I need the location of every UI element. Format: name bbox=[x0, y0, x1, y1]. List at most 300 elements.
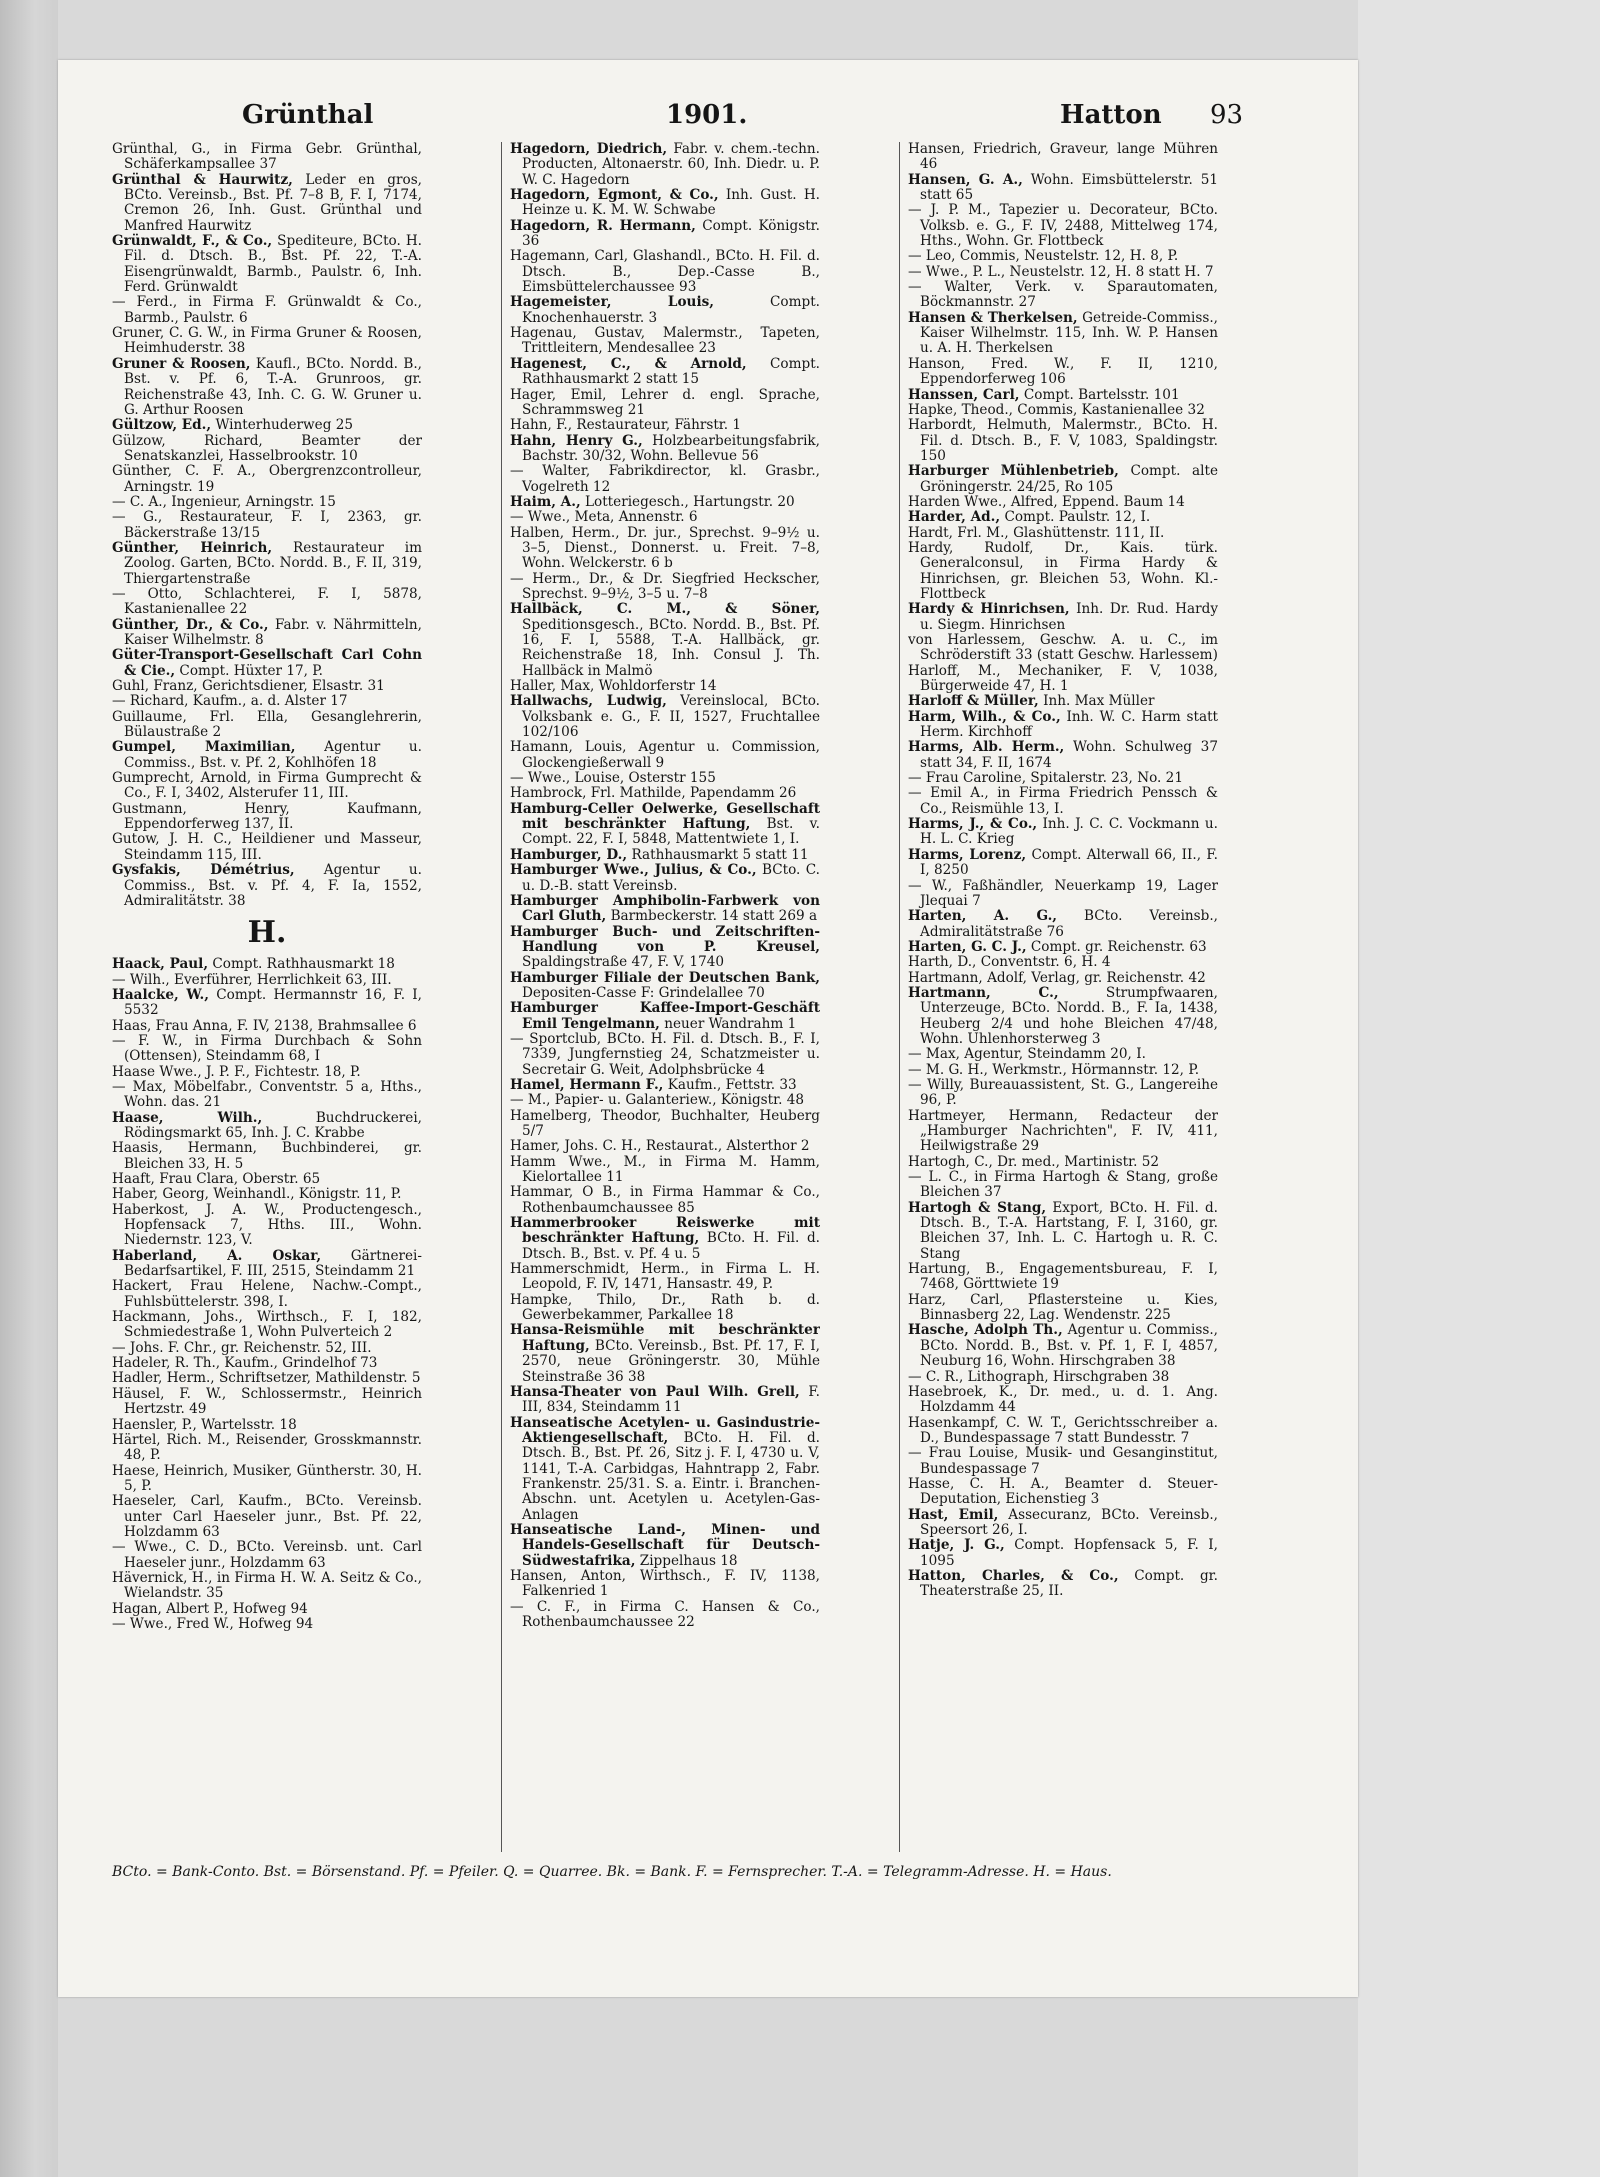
entry-text: Haas, Frau Anna, F. IV, 2138, Brahmsallee 6 bbox=[112, 1017, 417, 1034]
directory-entry bbox=[908, 280, 1218, 311]
entry-text: Compt. Rathhausmarkt 2 statt 15 bbox=[522, 355, 820, 388]
directory-entry bbox=[112, 434, 422, 465]
directory-entry bbox=[112, 1602, 422, 1617]
entry-name: Hamburger Amphibolin-Farbwerk von Carl Gluth, bbox=[510, 892, 820, 925]
directory-entry bbox=[510, 1078, 820, 1093]
entry-text: — C. A., Ingenieur, Arningstr. 15 bbox=[112, 493, 336, 510]
directory-entry bbox=[510, 1416, 820, 1523]
entry-name: Gysfakis, Démétrius, bbox=[112, 862, 295, 879]
directory-column-2 bbox=[510, 142, 820, 1852]
entry-text: Halben, Herm., Dr. jur., Sprechst. 9–9½ u. 3–5, Dienst., Donnerst. u. Freit. 7–8, Wohn. Welckerstr. 6 b bbox=[510, 524, 820, 572]
entry-text: Hasebroek, K., Dr. med., u. d. 1. Ang. Holzdamm 44 bbox=[908, 1383, 1218, 1416]
directory-entry bbox=[510, 1523, 820, 1569]
entry-text: Barmbeckerstr. 14 statt 269 a bbox=[606, 908, 818, 925]
entry-text: Grünthal, G., in Firma Gebr. Grünthal, Schäferkampsallee 37 bbox=[112, 142, 422, 173]
entry-text: Getreide-Commiss., Kaiser Wilhelmstr. 115, Inh. W. P. Hansen u. A. H. Therkelsen bbox=[920, 309, 1218, 357]
directory-entry bbox=[908, 1385, 1218, 1416]
entry-text: Hammerschmidt, Herm., in Firma L. H. Leopold, F. IV, 1471, Hansastr. 49, P. bbox=[510, 1261, 820, 1293]
directory-entry bbox=[112, 1571, 422, 1602]
directory-entry bbox=[908, 710, 1218, 741]
page-header bbox=[130, 100, 1250, 140]
entry-text: Fabr. v. chem.-techn. Producten, Altonaerstr. 60, Inh. Diedr. u. P. W. C. Hagedorn bbox=[522, 142, 820, 188]
directory-entry bbox=[908, 357, 1218, 388]
directory-entry bbox=[908, 265, 1218, 280]
entry-text: — C. F., in Firma C. Hansen & Co., Rothenbaumchaussee 22 bbox=[510, 1598, 820, 1630]
entry-text: Gumprecht, Arnold, in Firma Gumprecht & Co., F. I, 3402, Alsterufer 11, III. bbox=[112, 770, 422, 802]
entry-text: Inh. Dr. Rud. Hardy u. Siegm. Hinrichsen bbox=[920, 601, 1218, 633]
entry-text: Lotteriegesch., Hartungstr. 20 bbox=[580, 493, 795, 510]
entry-text: Inh. Max Müller bbox=[1038, 693, 1155, 710]
entry-text: Strumpfwaaren, Unterzeuge, BCto. Nordd. B., F. Ia, 1438, Heuberg 2/4 und hohe Bleichen 47/48, Wohn. Uhlenhorsterweg 3 bbox=[920, 984, 1218, 1047]
entry-text: Hasse, C. H. A., Beamter d. Steuer-Deputation, Eichenstieg 3 bbox=[908, 1475, 1218, 1508]
directory-entry bbox=[112, 832, 422, 863]
entry-text: Hackmann, Johs., Wirthsch., F. I, 182, Schmiedestraße 1, Wohn Pulverteich 2 bbox=[112, 1309, 422, 1341]
directory-entry bbox=[908, 526, 1218, 541]
entry-text: Hartmeyer, Hermann, Redacteur der „Hamburger Nachrichten", F. IV, 411, Heilwigstraße 29 bbox=[908, 1107, 1218, 1155]
header-right-word: Hatton bbox=[1060, 100, 1162, 130]
directory-entry bbox=[510, 188, 820, 219]
directory-entry bbox=[112, 1433, 422, 1464]
directory-entry bbox=[510, 1032, 820, 1078]
entry-text: neuer Wandrahm 1 bbox=[659, 1015, 797, 1032]
directory-entry bbox=[510, 925, 820, 971]
entry-text: Hävernick, H., in Firma H. W. A. Seitz & Co., Wielandstr. 35 bbox=[112, 1569, 422, 1602]
directory-entry bbox=[112, 1065, 422, 1080]
directory-entry bbox=[510, 1155, 820, 1186]
directory-entry bbox=[112, 710, 422, 741]
entry-text: — Sportclub, BCto. H. Fil. d. Dtsch. B., F. I, 7339, Jungfernstieg 24, Schatzmeister u. Secretair G. Weit, Adolphsbrücke 4 bbox=[510, 1030, 820, 1078]
entry-text: — Willy, Bureauassistent, St. G., Langereihe 96, P. bbox=[908, 1076, 1218, 1109]
entry-name: Hagedorn, Egmont, & Co., bbox=[510, 187, 719, 204]
entry-name: Hanssen, Carl, bbox=[908, 386, 1020, 403]
entry-text: Hagenau, Gustav, Malermstr., Tapeten, Trittleitern, Mendesallee 23 bbox=[510, 325, 820, 357]
entry-name: Gumpel, Maximilian, bbox=[112, 739, 296, 756]
directory-entry bbox=[112, 679, 422, 694]
entry-text: Hapke, Theod., Commis, Kastanienallee 32 bbox=[908, 401, 1205, 418]
directory-entry bbox=[112, 1279, 422, 1310]
entry-text: Compt. Hermannstr 16, F. I, 5532 bbox=[124, 986, 422, 1019]
entry-text: Bst. v. Compt. 22, F. I, 5848, Mattentwiete 1, I. bbox=[522, 816, 820, 848]
entry-text: Export, BCto. H. Fil. d. Dtsch. B., T.-A. Hartstang, F. I, 3160, gr. Bleichen 37, Inh. L. C. Hartogh u. R. C. Stang bbox=[920, 1199, 1218, 1262]
entry-name: Gruner & Roosen, bbox=[112, 355, 251, 372]
entry-name: Haalcke, W., bbox=[112, 986, 209, 1003]
directory-entry bbox=[908, 203, 1218, 249]
directory-entry bbox=[510, 971, 820, 1002]
entry-text: Gruner, C. G. W., in Firma Gruner & Roosen, Heimhuderstr. 38 bbox=[112, 325, 422, 357]
entry-text: Speditionsgesch., BCto. Nordd. B., Bst. Pf. 16, F. I, 5588, T.-A. Hallbäck, gr. Reichenstraße 18, Inh. Consul J. Th. Hallbäck in Malmö bbox=[522, 616, 820, 679]
directory-entry bbox=[112, 802, 422, 833]
entry-text: Rathhausmarkt 5 statt 11 bbox=[627, 846, 809, 863]
directory-entry bbox=[112, 1540, 422, 1571]
directory-entry bbox=[112, 1187, 422, 1202]
entry-name: Hamburger Wwe., Julius, & Co., bbox=[510, 862, 757, 879]
entry-text: Härtel, Rich. M., Reisender, Grosskmannstr. 48, P. bbox=[112, 1431, 422, 1464]
entry-name: Grünwaldt, F., & Co., bbox=[112, 233, 273, 250]
entry-text: Harth, D., Conventstr. 6, H. 4 bbox=[908, 954, 1111, 971]
entry-text: Haber, Georg, Weinhandl., Königstr. 11, P. bbox=[112, 1186, 402, 1203]
entry-text: Hahn, F., Restaurateur, Fährstr. 1 bbox=[510, 417, 742, 434]
entry-text: Compt. Rathhausmarkt 18 bbox=[208, 956, 395, 973]
directory-entry bbox=[510, 1139, 820, 1154]
directory-entry bbox=[112, 295, 422, 326]
entry-text: Hackert, Frau Helene, Nachw.-Compt., Fuhlsbüttelerstr. 398, I. bbox=[112, 1278, 422, 1310]
entry-text: Hasenkampf, C. W. T., Gerichtsschreiber a. D., Bundespassage 7 statt Bundesstr. 7 bbox=[908, 1414, 1218, 1446]
entry-text: Hanson, Fred. W., F. II, 1210, Eppendorferweg 106 bbox=[908, 355, 1218, 388]
entry-text: Wohn. Eimsbüttelerstr. 51 statt 65 bbox=[920, 171, 1218, 204]
directory-entry bbox=[112, 1111, 422, 1142]
directory-entry bbox=[908, 1477, 1218, 1508]
entry-text: Kaufl., BCto. Nordd. B., Bst. v. Pf. 6, T.-A. Grunroos, gr. Reichenstraße 43, Inh. C. G. W. Gruner u. G. Arthur Roosen bbox=[124, 355, 422, 418]
entry-text: Zippelhaus 18 bbox=[635, 1552, 738, 1569]
entry-name: Hartmann, C., bbox=[908, 984, 1059, 1001]
entry-text: — Wilh., Everführer, Herrlichkeit 63, III. bbox=[112, 971, 392, 988]
entry-text: Haaft, Frau Clara, Oberstr. 65 bbox=[112, 1171, 321, 1187]
entry-name: Hagenest, C., & Arnold, bbox=[510, 355, 747, 372]
directory-entry bbox=[908, 1508, 1218, 1539]
entry-text: Haasis, Hermann, Buchbinderei, gr. Bleichen 33, H. 5 bbox=[112, 1140, 422, 1172]
directory-entry bbox=[510, 526, 820, 572]
entry-text: Restaurateur im Zoolog. Garten, BCto. Nordd. B., F. II, 319, Thiergartenstraße bbox=[124, 539, 422, 587]
entry-name: Hagedorn, Diedrich, bbox=[510, 142, 668, 157]
directory-entry bbox=[112, 1203, 422, 1249]
directory-entry bbox=[510, 295, 820, 326]
directory-entry bbox=[908, 940, 1218, 955]
directory-entry bbox=[510, 418, 820, 433]
directory-entry bbox=[112, 1617, 422, 1632]
entry-text: Holzbearbeitungsfabrik, Bachstr. 30/32, Wohn. Bellevue 56 bbox=[522, 432, 820, 464]
entry-name: Günther, Dr., & Co., bbox=[112, 616, 269, 633]
directory-entry bbox=[510, 1185, 820, 1216]
directory-entry bbox=[510, 388, 820, 419]
entry-text: Compt. Königstr. 36 bbox=[522, 217, 820, 250]
entry-text: Hager, Emil, Lehrer d. engl. Sprache, Schrammsweg 21 bbox=[510, 386, 820, 418]
entry-text: Depositen-Casse F: Grindelallee 70 bbox=[522, 984, 765, 1001]
entry-name: Hansen, G. A., bbox=[908, 171, 1023, 188]
directory-entry bbox=[510, 848, 820, 863]
directory-entry bbox=[908, 1078, 1218, 1109]
directory-entry bbox=[112, 1494, 422, 1540]
directory-entry bbox=[908, 1155, 1218, 1170]
directory-entry bbox=[112, 541, 422, 587]
entry-text: BCto. H. Fil. d. Dtsch. B., Bst. Pf. 26, Sitz j. F. I, 4730 u. V, 1141, T.-A. Carbidgas, Hahntrapp 2, Fabr. Frankenstr. 25/31. S. a. Eintr. i. Branchen-Abschn. unt. Acetylen u. Acetylen-Gas-Anlagen bbox=[522, 1429, 820, 1523]
entry-text: — W., Faßhändler, Neuerkamp 19, Lager Jlequai 7 bbox=[908, 877, 1218, 909]
directory-entry bbox=[908, 388, 1218, 403]
directory-entry bbox=[112, 1034, 422, 1065]
entry-text: Guhl, Franz, Gerichtsdiener, Elsastr. 31 bbox=[112, 678, 385, 695]
entry-name: Hahn, Henry G., bbox=[510, 432, 643, 449]
entry-text: Hartmann, Adolf, Verlag, gr. Reichenstr. 42 bbox=[908, 969, 1206, 986]
directory-entry bbox=[112, 326, 422, 357]
directory-entry bbox=[908, 495, 1218, 510]
entry-text: — Wwe., P. L., Neustelstr. 12, H. 8 statt H. 7 bbox=[908, 263, 1214, 280]
entry-text: Haese, Heinrich, Musiker, Güntherstr. 30, H. 5, P. bbox=[112, 1462, 422, 1494]
entry-text: Compt. Hüxter 17, P. bbox=[175, 662, 323, 679]
entry-name: Haberland, A. Oskar, bbox=[112, 1247, 322, 1264]
entry-text: Günther, C. F. A., Obergrenzcontrolleur, Arningstr. 19 bbox=[112, 463, 422, 495]
directory-entry bbox=[112, 357, 422, 418]
entry-text: — Wwe., Louise, Osterstr 155 bbox=[510, 770, 716, 787]
entry-text: Kaufm., Fettstr. 33 bbox=[663, 1076, 797, 1093]
entry-text: BCto. H. Fil. d. Dtsch. B., Bst. v. Pf. 4 u. 5 bbox=[522, 1230, 820, 1262]
directory-entry bbox=[908, 403, 1218, 418]
entry-text: Compt. alte Gröningerstr. 24/25, Ro 105 bbox=[920, 463, 1218, 495]
entry-text: F. III, 834, Steindamm 11 bbox=[522, 1383, 820, 1416]
directory-entry bbox=[908, 633, 1218, 664]
entry-name: Harms, Lorenz, bbox=[908, 846, 1027, 863]
directory-entry bbox=[908, 664, 1218, 695]
entry-name: Hanseatische Land-, Minen- und Handels-Gesellschaft für Deutsch-Südwestafrika, bbox=[510, 1521, 820, 1569]
entry-name: Harms, J., & Co., bbox=[908, 816, 1038, 833]
entry-text: — G., Restaurateur, F. I, 2363, gr. Bäckerstraße 13/15 bbox=[112, 509, 422, 541]
entry-name: Harten, G. C. J., bbox=[908, 938, 1027, 955]
entry-name: Hanseatische Acetylen- u. Gasindustrie-Aktiengesellschaft, bbox=[510, 1414, 820, 1446]
directory-entry bbox=[510, 802, 820, 848]
directory-entry bbox=[510, 357, 820, 388]
directory-entry bbox=[908, 249, 1218, 264]
directory-entry bbox=[908, 311, 1218, 357]
directory-entry bbox=[908, 1446, 1218, 1477]
directory-entry bbox=[908, 602, 1218, 633]
entry-text: Hansen, Friedrich, Graveur, lange Mühren 46 bbox=[908, 142, 1218, 173]
directory-entry bbox=[510, 572, 820, 603]
directory-entry bbox=[908, 1109, 1218, 1155]
directory-entry bbox=[510, 1323, 820, 1384]
directory-entry bbox=[510, 863, 820, 894]
directory-entry bbox=[112, 1418, 422, 1433]
entry-name: Hansa-Theater von Paul Wilh. Grell, bbox=[510, 1383, 800, 1400]
entry-text: — Frau Louise, Musik- und Gesanginstitut, Bundespassage 7 bbox=[908, 1445, 1218, 1477]
directory-entry bbox=[112, 1141, 422, 1172]
directory-entry bbox=[908, 1569, 1218, 1600]
directory-entry bbox=[908, 541, 1218, 602]
directory-entry bbox=[510, 142, 820, 188]
abbreviation-legend: BCto. = Bank-Conto. Bst. = Börsenstand. Pf. = Pfeiler. Q. = Quarree. Bk. = Bank. F. = Fernsprecher. T.-A. = Telegramm-Adresse. H. = Haus. bbox=[112, 1864, 1112, 1880]
entry-text: — M., Papier- u. Galanteriew., Königstr. 48 bbox=[510, 1092, 805, 1109]
directory-entry bbox=[112, 587, 422, 618]
entry-text: BCto. Vereinsb., Admiralitätstraße 76 bbox=[920, 908, 1218, 940]
directory-entry bbox=[908, 771, 1218, 786]
directory-entry bbox=[510, 510, 820, 525]
entry-text: Inh. Gust. H. Heinze u. K. M. W. Schwabe bbox=[522, 187, 820, 219]
directory-column-3 bbox=[908, 142, 1218, 1852]
directory-entry bbox=[112, 142, 422, 173]
directory-entry bbox=[112, 973, 422, 988]
directory-entry bbox=[112, 173, 422, 234]
directory-entry bbox=[112, 418, 422, 433]
entry-text: — M. G. H., Werkmstr., Hörmannstr. 12, P. bbox=[908, 1061, 1200, 1078]
entry-text: Harz, Carl, Pflastersteine u. Kies, Binnasberg 22, Lag. Wendenstr. 225 bbox=[908, 1291, 1218, 1324]
entry-text: Compt. Bartelsstr. 101 bbox=[1019, 386, 1180, 403]
entry-name: Hansen & Therkelsen, bbox=[908, 309, 1078, 326]
entry-name: Hamburger, D., bbox=[510, 846, 628, 863]
entry-text: — F. W., in Firma Durchbach & Sohn (Ottensen), Steindamm 68, I bbox=[112, 1032, 422, 1065]
entry-name: Harder, Ad., bbox=[908, 509, 1001, 526]
entry-text: Haase Wwe., J. P. F., Fichtestr. 18, P. bbox=[112, 1063, 361, 1080]
directory-entry bbox=[510, 740, 820, 771]
directory-entry bbox=[112, 464, 422, 495]
directory-entry bbox=[112, 648, 422, 679]
section-letter: H. bbox=[247, 915, 287, 951]
directory-entry bbox=[112, 1310, 422, 1341]
entry-text: Leder en gros, BCto. Vereinsb., Bst. Pf. 7–8 B, F. I, 7174, Cremon 26, Inh. Gust. Grünthal und Manfred Haurwitz bbox=[124, 171, 422, 234]
entry-name: Günther, Heinrich, bbox=[112, 539, 273, 556]
entry-text: Hartung, B., Engagementsbureau, F. I, 7468, Görttwiete 19 bbox=[908, 1261, 1218, 1293]
entry-text: Buchdruckerei, Rödingsmarkt 65, Inh. J. C. Krabbe bbox=[124, 1109, 422, 1141]
entry-name: Hamburger Kaffee-Import-Geschäft Emil Tengelmann, bbox=[510, 1000, 820, 1032]
entry-text: Hampke, Thilo, Dr., Rath b. d. Gewerbekammer, Parkallee 18 bbox=[510, 1291, 820, 1324]
entry-text: Gärtnerei-Bedarfsartikel, F. III, 2515, Steindamm 21 bbox=[124, 1247, 422, 1280]
entry-text: — Emil A., in Firma Friedrich Penssch & Co., Reismühle 13, I. bbox=[908, 785, 1218, 817]
entry-name: Harten, A. G., bbox=[908, 908, 1058, 925]
directory-entry bbox=[510, 602, 820, 679]
entry-text: — J. P. M., Tapezier u. Decorateur, BCto. Volksb. e. G., F. IV, 2488, Mittelweg 174, Hths., Wohn. Gr. Flottbeck bbox=[908, 202, 1218, 250]
entry-text: Gülzow, Richard, Beamter der Senatskanzlei, Hasselbrookstr. 10 bbox=[112, 432, 422, 464]
directory-entry bbox=[908, 1416, 1218, 1447]
directory-entry bbox=[908, 740, 1218, 771]
directory-entry bbox=[908, 1538, 1218, 1569]
directory-entry bbox=[908, 986, 1218, 1047]
entry-text: Hagemann, Carl, Glashandl., BCto. H. Fil. d. Dtsch. B., Dep.-Casse B., Eimsbüttelerchaussee 93 bbox=[510, 248, 820, 296]
directory-entry bbox=[908, 418, 1218, 464]
entry-text: Gutow, J. H. C., Heildiener und Masseur, Steindamm 115, III. bbox=[112, 831, 422, 863]
entry-text: Wohn. Schulweg 37 statt 34, F. II, 1674 bbox=[920, 739, 1218, 771]
directory-entry bbox=[112, 957, 422, 972]
entry-text: Hamann, Louis, Agentur u. Commission, Glockengießerwall 9 bbox=[510, 739, 820, 771]
entry-text: Harloff, M., Mechaniker, F. V, 1038, Bürgerweide 47, H. 1 bbox=[908, 662, 1218, 695]
entry-text: Hartogh, C., Dr. med., Martinistr. 52 bbox=[908, 1153, 1160, 1170]
directory-entry bbox=[908, 879, 1218, 910]
directory-entry bbox=[510, 786, 820, 801]
directory-entry bbox=[112, 1387, 422, 1418]
directory-entry bbox=[112, 618, 422, 649]
entry-text: Hambrock, Frl. Mathilde, Papendamm 26 bbox=[510, 785, 797, 802]
entry-name: Harburger Mühlenbetrieb, bbox=[908, 463, 1119, 480]
entry-text: Spediteure, BCto. H. Fil. d. Dtsch. B., Bst. Pf. 22, T.-A. Eisengrünwaldt, Barmb., Paulstr. 6, Inh. Ferd. Grünwaldt bbox=[124, 233, 422, 296]
column-divider bbox=[899, 142, 900, 1852]
entry-name: Hasche, Adolph Th., bbox=[908, 1322, 1063, 1339]
directory-entry bbox=[510, 1109, 820, 1140]
directory-entry bbox=[112, 1341, 422, 1356]
directory-entry bbox=[908, 1293, 1218, 1324]
entry-text: Agentur u. Commiss., BCto. Nordd. B., Bst. v. Pf. 1, F. I, 4857, Neuburg 16, Wohn. Hirschgraben 38 bbox=[920, 1322, 1218, 1370]
entry-text: BCto. C. u. D.-B. statt Vereinsb. bbox=[522, 862, 820, 894]
directory-entry bbox=[112, 988, 422, 1019]
entry-text: Harbordt, Helmuth, Malermstr., BCto. H. Fil. d. Dtsch. B., F. V, 1083, Spaldingstr. 150 bbox=[908, 417, 1218, 464]
entry-name: Harm, Wilh., & Co., bbox=[908, 708, 1061, 725]
directory-entry bbox=[908, 786, 1218, 817]
directory-entry bbox=[510, 464, 820, 495]
entry-text: Compt. gr. Theaterstraße 25, II. bbox=[920, 1567, 1218, 1600]
entry-text: Agentur u. Commiss., Bst. v. Pf. 4, F. Ia, 1552, Admiralitätstr. 38 bbox=[124, 862, 422, 909]
entry-text: — Frau Caroline, Spitalerstr. 23, No. 21 bbox=[908, 770, 1183, 787]
directory-entry bbox=[510, 694, 820, 740]
entry-name: Haim, A., bbox=[510, 493, 581, 510]
entry-text: — Ferd., in Firma F. Grünwaldt & Co., Barmb., Paulstr. 6 bbox=[112, 294, 422, 326]
directory-entry bbox=[112, 234, 422, 295]
directory-entry bbox=[510, 1001, 820, 1032]
directory-entry bbox=[510, 679, 820, 694]
directory-entry bbox=[510, 1600, 820, 1631]
directory-entry bbox=[908, 142, 1218, 173]
entry-text: — Walter, Fabrikdirector, kl. Grasbr., Vogelreth 12 bbox=[510, 463, 820, 495]
entry-text: Haberkost, J. A. W., Productengesch., Hopfensack 7, Hths. III., Wohn. Niedernstr. 123, V. bbox=[112, 1201, 422, 1249]
directory-entry bbox=[510, 249, 820, 295]
entry-text: Häusel, F. W., Schlossermstr., Heinrich Hertzstr. 49 bbox=[112, 1385, 422, 1418]
entry-text: — Wwe., Fred W., Hofweg 94 bbox=[112, 1615, 314, 1632]
entry-name: Hamburg-Celler Oelwerke, Gesellschaft mit beschränkter Haftung, bbox=[510, 800, 820, 833]
directory-entry bbox=[112, 1080, 422, 1111]
directory-entry bbox=[112, 495, 422, 510]
entry-name: Hartogh & Stang, bbox=[908, 1199, 1047, 1216]
directory-entry bbox=[908, 1201, 1218, 1262]
directory-entry bbox=[908, 694, 1218, 709]
entry-text: Winterhuderweg 25 bbox=[211, 417, 354, 434]
entry-text: Hamer, Johs. C. H., Restaurat., Alsterthor 2 bbox=[510, 1138, 810, 1155]
directory-entry bbox=[908, 1047, 1218, 1062]
entry-name: Grünthal & Haurwitz, bbox=[112, 171, 293, 188]
entry-name: Hagedorn, R. Hermann, bbox=[510, 217, 696, 234]
directory-entry bbox=[112, 771, 422, 802]
directory-entry bbox=[510, 1093, 820, 1108]
directory-entry bbox=[908, 464, 1218, 495]
directory-entry bbox=[112, 510, 422, 541]
entry-text: Hardy, Rudolf, Dr., Kais. türk. Generalconsul, in Firma Hardy & Hinrichsen, gr. Bleichen 53, Wohn. Kl.-Flottbeck bbox=[908, 539, 1218, 602]
entry-text: Spaldingstraße 47, F. V, 1740 bbox=[522, 954, 725, 971]
entry-text: Compt. Knochenhauerstr. 3 bbox=[522, 294, 820, 326]
entry-text: — Wwe., Meta, Annenstr. 6 bbox=[510, 509, 698, 526]
directory-entry bbox=[908, 1170, 1218, 1201]
directory-entry bbox=[908, 909, 1218, 940]
entry-text: — Wwe., C. D., BCto. Vereinsb. unt. Carl Haeseler junr., Holzdamm 63 bbox=[112, 1539, 422, 1571]
directory-entry bbox=[112, 740, 422, 771]
directory-entry bbox=[510, 434, 820, 465]
directory-entry bbox=[908, 971, 1218, 986]
entry-name: Hatton, Charles, & Co., bbox=[908, 1567, 1119, 1584]
directory-entry bbox=[908, 1063, 1218, 1078]
entry-text: Hansen, Anton, Wirthsch., F. IV, 1138, Falkenried 1 bbox=[510, 1567, 820, 1600]
entry-name: Hatje, J. G., bbox=[908, 1537, 1005, 1554]
entry-name: Haack, Paul, bbox=[112, 956, 209, 973]
directory-entry bbox=[510, 1293, 820, 1324]
directory-entry bbox=[112, 1172, 422, 1187]
column-divider bbox=[501, 142, 502, 1852]
entry-text: Hagan, Albert P., Hofweg 94 bbox=[112, 1600, 308, 1617]
entry-name: Gültzow, Ed., bbox=[112, 417, 212, 434]
entry-text: — Walter, Verk. v. Sparautomaten, Böckmannstr. 27 bbox=[908, 279, 1218, 311]
entry-text: Hamm Wwe., M., in Firma M. Hamm, Kielortallee 11 bbox=[510, 1153, 820, 1186]
directory-entry bbox=[510, 771, 820, 786]
entry-name: Hallwachs, Ludwig, bbox=[510, 693, 667, 710]
directory-entry bbox=[112, 1019, 422, 1034]
directory-entry bbox=[908, 1262, 1218, 1293]
directory-entry bbox=[112, 1249, 422, 1280]
entry-text: — L. C., in Firma Hartogh & Stang, große Bleichen 37 bbox=[908, 1169, 1218, 1201]
directory-entry bbox=[908, 1370, 1218, 1385]
entry-text: — Herm., Dr., & Dr. Siegfried Heckscher, Sprechst. 9–9½, 3–5 u. 7–8 bbox=[510, 570, 820, 602]
entry-text: — Max, Möbelfabr., Conventstr. 5 a, Hths., Wohn. das. 21 bbox=[112, 1078, 422, 1111]
entry-text: BCto. Vereinsb., Bst. Pf. 17, F. I, 2570, neue Gröningerstr. 30, Mühle Steinstraße 36 38 bbox=[522, 1337, 820, 1385]
entry-text: — C. R., Lithograph, Hirschgraben 38 bbox=[908, 1368, 1170, 1385]
entry-text: Guillaume, Frl. Ella, Gesanglehrerin, Bülaustraße 2 bbox=[112, 708, 422, 741]
directory-entry bbox=[510, 1385, 820, 1416]
entry-name: Hammerbrooker Reiswerke mit beschränkter Haftung, bbox=[510, 1215, 820, 1247]
directory-entry bbox=[112, 694, 422, 709]
header-year: 1901. bbox=[666, 100, 748, 130]
directory-entry bbox=[112, 1371, 422, 1386]
entry-name: Harms, Alb. Herm., bbox=[908, 739, 1065, 756]
entry-text: Haller, Max, Wohldorferstr 14 bbox=[510, 678, 717, 695]
directory-entry bbox=[908, 1323, 1218, 1369]
